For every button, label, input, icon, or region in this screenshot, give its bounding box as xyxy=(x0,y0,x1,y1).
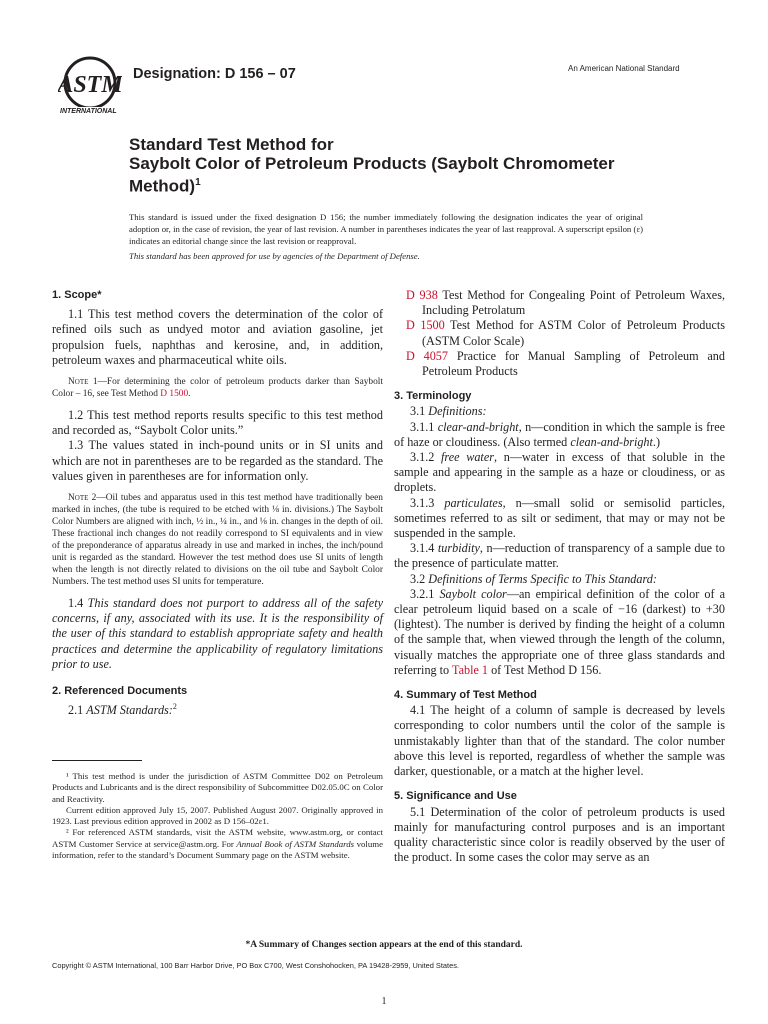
para-3-1-3-num: 3.1.3 xyxy=(410,495,445,510)
para-2-1-num: 2.1 xyxy=(68,703,87,718)
footnote-2b: volume information, refer to the standard’s Document Summary page on the ASTM website. xyxy=(52,838,383,861)
dod-approval: This standard has been approved for use by agencies of the Department of Defense. xyxy=(129,251,420,261)
logo-text: INTERNATIONAL xyxy=(60,108,117,115)
section-2-heading: 2. Referenced Documents xyxy=(52,685,188,698)
para-3-2-text: Definitions of Terms Specific to This Standard: xyxy=(428,571,657,586)
footnotes xyxy=(52,771,383,861)
section-3-heading: 3. Terminology xyxy=(394,390,472,403)
para-3-1-2-text: , n—water in excess of that soluble in the sample and appearing in the sample as a haze or cloudiness, or as droplets. xyxy=(394,450,726,495)
para-1-1: 1.1 This test method covers the determination of the color of refined oils such as undyed motor and aviation gasoline, jet propulsion fuels, naphthas and kerosine, and, in addition, petroleum waxes and pharmaceutical white oils. xyxy=(52,307,383,367)
term-saybolt-color: Saybolt color xyxy=(439,586,507,601)
para-3-1 xyxy=(394,404,725,419)
footnote-2a: ² For referenced ASTM standards, visit the ASTM website, www.astm.org, or contact ASTM Customer Service at service@astm.org. For xyxy=(52,827,383,849)
para-3-1-4-text: , n—reduction of transparency of a sample due to the presence of particulate matter. xyxy=(394,541,725,571)
term-turbidity: turbidity xyxy=(437,541,480,556)
issued-statement: This standard is issued under the fixed designation D 156; the number immediately following the designation indicates the year of original adoption or, in the case of revision, the year of last revision. A number in parentheses indicates the year of last reapproval. A superscript epsilon (ε) indicates an editorial change since the last revision or reapproval. xyxy=(129,212,643,246)
title-footnote-mark: 1 xyxy=(195,177,201,188)
para-1-3: 1.3 The values stated in inch-pound units or in SI units and which are not in parentheses are to be regarded as the standard. The values given in parentheses are for information only. xyxy=(52,438,383,483)
svg-text:ASTM: ASTM xyxy=(58,72,122,98)
term-clear-and-bright: clear-and-bright xyxy=(437,419,519,434)
para-3-2-1-text: —an empirical definition of the color of a clear petroleum liquid based on a scale of −16 (darkest) to +30 (lightest). The number is derived by finding the height of a column of the sample that, when viewed through the length of the column, visually matches the appropriate one of three glass standards and referring to xyxy=(394,586,726,677)
para-3-1-4-num: 3.1.4 xyxy=(410,541,438,556)
summary-of-changes-note: *A Summary of Changes section appears at the end of this standard. xyxy=(245,940,523,950)
para-1-2: 1.2 This test method reports results specific to this test method and recorded as, “Saybolt Color units.” xyxy=(52,408,383,438)
para-5-1: 5.1 Determination of the color of petroleum products is used mainly for manufacturing control purposes and is an important quality characteristic since color is readily observed by the user of the product. In some cases the color may serve as an xyxy=(394,804,725,865)
section-1-heading: 1. Scope* xyxy=(52,289,102,301)
reference-d938 xyxy=(394,288,725,318)
para-2-1-text: ASTM Standards: xyxy=(86,703,173,718)
para-3-1-text: Definitions: xyxy=(428,404,487,419)
para-1-4 xyxy=(52,596,383,672)
section-4-heading: 4. Summary of Test Method xyxy=(394,689,537,702)
note-2 xyxy=(52,492,383,588)
footnote-rule xyxy=(52,760,142,761)
term-free-water: free water xyxy=(441,450,494,465)
para-3-1-1-mid: , n—condition in which the sample is free of haze or cloudiness. (Also termed xyxy=(394,419,726,449)
link-d1500-ref[interactable]: D 1500 xyxy=(406,318,445,333)
para-3-1-3-text: , n—small solid or semisolid particles, sometimes referred to as silt or sediment, that may or may not be suspended in the sample. xyxy=(394,495,726,541)
page-number: 1 xyxy=(381,996,387,1007)
footnote-2 xyxy=(52,827,383,861)
para-3-1-1-end: .) xyxy=(652,434,661,449)
para-3-1-3 xyxy=(394,496,725,542)
para-2-1 xyxy=(52,699,383,718)
para-1-4-num: 1.4 xyxy=(68,596,88,611)
para-2-1-sup: 2 xyxy=(172,702,177,712)
para-3-2-num: 3.2 xyxy=(410,571,429,586)
para-3-1-2 xyxy=(394,450,725,496)
american-national-standard: An American National Standard xyxy=(568,64,680,73)
link-d1500[interactable]: D 1500 xyxy=(160,389,189,400)
note-2-label: Note xyxy=(68,493,89,504)
link-d938[interactable]: D 938 xyxy=(406,288,438,302)
link-d4057[interactable]: D 4057 xyxy=(406,348,448,363)
note-1 xyxy=(52,376,383,400)
para-3-2-1-end: of Test Method D 156. xyxy=(488,662,602,677)
astm-logo xyxy=(58,56,122,120)
copyright: Copyright © ASTM International, 100 Barr Harbor Drive, PO Box C700, West Conshohocken, PA 19428-2959, United States. xyxy=(52,961,459,970)
para-3-1-4 xyxy=(394,541,725,571)
term-particulates: particulates xyxy=(444,495,503,510)
para-1-4-text: This standard does not purport to address all of the safety concerns, if any, associated with its use. It is the responsibility of the user of this standard to establish appropriate safety and health practices and determine the applicability of regulatory limitations prior to use. xyxy=(52,596,383,671)
document-title xyxy=(129,135,689,196)
footnote-1b: Current edition approved July 15, 2007. Published August 2007. Originally approved in 1923. Last previous edition approved in 2002 as D 156–02ε1. xyxy=(52,804,383,827)
para-3-1-1-num: 3.1.1 xyxy=(410,419,438,434)
para-3-1-num: 3.1 xyxy=(410,404,429,419)
note-1-text: 1—For determining the color of petroleum products darker than Saybolt Color – 16, see Test Method xyxy=(52,377,383,400)
designation: Designation: D 156 – 07 xyxy=(133,66,296,82)
reference-d4057 xyxy=(394,349,725,379)
right-column xyxy=(394,288,725,865)
footnote-2-italic: Annual Book of ASTM Standards xyxy=(236,838,355,849)
para-3-1-2-num: 3.1.2 xyxy=(410,450,442,465)
reference-d4057-text: Practice for Manual Sampling of Petroleum and Petroleum Products xyxy=(422,348,725,379)
footnote-1: ¹ This test method is under the jurisdiction of ASTM Committee D02 on Petroleum Products and Lubricants and is the direct responsibility of Subcommittee D02.05.0C on Color and Reactivity. xyxy=(52,771,383,804)
reference-d1500-text: Test Method for ASTM Color of Petroleum Products (ASTM Color Scale) xyxy=(422,318,725,348)
title-line-3-text: Method) xyxy=(129,176,196,196)
title-line-3 xyxy=(129,173,689,196)
para-3-2-1 xyxy=(394,587,725,678)
reference-d1500 xyxy=(394,318,725,348)
term-clean-and-bright: clean-and-bright xyxy=(570,434,653,449)
reference-d938-text: Test Method for Congealing Point of Petroleum Waxes, Including Petrolatum xyxy=(422,288,725,318)
link-table-1[interactable]: Table 1 xyxy=(451,662,489,677)
para-4-1: 4.1 The height of a column of sample is decreased by levels corresponding to color numbers until the color of the sample is unmistakably lighter than that of the standard. The color number above this level is reported, regardless of whether the sample was darker, questionable, or a match at the higher level. xyxy=(394,703,725,779)
title-line-2: Saybolt Color of Petroleum Products (Saybolt Chromometer xyxy=(129,154,615,173)
para-3-2 xyxy=(394,572,725,587)
note-1-end: . xyxy=(188,389,191,400)
note-1-label: Note xyxy=(68,377,89,388)
para-3-2-1-num: 3.2.1 xyxy=(410,586,440,601)
section-5-heading: 5. Significance and Use xyxy=(394,790,517,803)
left-column xyxy=(52,288,383,719)
note-2-text: 2—Oil tubes and apparatus used in this test method have traditionally been marked in inches, (the tube is required to be etched with ⅛ in. divisions.) The Saybolt Color Numbers are aligned with inch, ½ in., ¼ in., and ⅛ in. changes in the depth of oil. These fractional inch changes do not readily correspond to SI equivalents and in view of the preponderance of apparatus already in use and marked in inches, the inch/pound unit is regarded as the standard. However the test method does use SI units of length when the length is not directly related to divisions on the oil tube and Saybolt Color Numbers. The test method uses SI units for temperature. xyxy=(52,493,383,588)
para-3-1-1 xyxy=(394,420,725,450)
title-line-1: Standard Test Method for xyxy=(129,135,334,154)
